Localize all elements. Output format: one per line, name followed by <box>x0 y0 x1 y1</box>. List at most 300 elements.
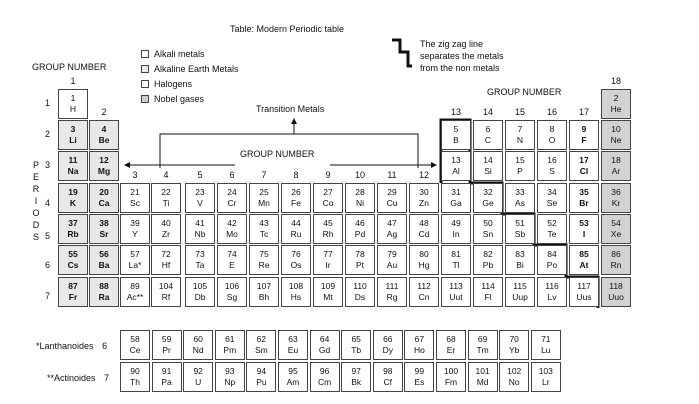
element-cell <box>217 183 247 213</box>
atomic-number: 21 <box>130 187 140 197</box>
element-cell <box>409 277 439 307</box>
atomic-number: 116 <box>545 281 559 291</box>
element-cell <box>601 183 631 213</box>
element-cell <box>58 89 88 119</box>
element-symbol: Db <box>194 292 206 302</box>
atomic-number: 2 <box>613 93 619 103</box>
element-cell <box>249 277 279 307</box>
periods-letter: R <box>32 184 40 194</box>
atomic-number: 5 <box>453 124 459 134</box>
atomic-number: 104 <box>158 281 174 291</box>
group-number: 6 <box>229 170 235 180</box>
element-cell <box>89 245 119 275</box>
atomic-number: 11 <box>68 155 78 165</box>
element-cell <box>249 245 279 275</box>
atomic-number: 64 <box>319 334 330 344</box>
periods-letter: P <box>32 160 39 170</box>
element-cell <box>58 245 88 275</box>
atomic-number: 96 <box>319 366 330 376</box>
element-symbol: No <box>508 377 520 387</box>
atomic-number: 98 <box>383 366 393 376</box>
element-symbol: Mo <box>226 229 238 239</box>
element-symbol: Cl <box>579 166 589 176</box>
element-cell <box>505 277 535 307</box>
element-cell <box>249 183 279 213</box>
element-symbol: Lu <box>541 345 551 355</box>
element-symbol: Se <box>546 198 558 208</box>
element-cell <box>601 89 631 119</box>
element-cell <box>120 330 150 360</box>
element-cell <box>537 277 567 307</box>
element-symbol: Cs <box>67 260 79 270</box>
element-symbol: Zn <box>419 198 429 208</box>
atomic-number: 20 <box>99 187 109 197</box>
atomic-number: 10 <box>611 124 621 134</box>
atomic-number: 81 <box>451 249 461 259</box>
element-symbol: Tm <box>476 345 489 355</box>
atomic-number: 75 <box>259 249 269 259</box>
element-symbol: Nd <box>192 345 204 355</box>
atomic-number: 60 <box>193 334 203 344</box>
element-cell <box>505 183 535 213</box>
element-symbol: H <box>69 104 77 114</box>
atomic-number: 50 <box>483 218 493 228</box>
element-cell <box>278 330 308 360</box>
element-symbol: Th <box>130 377 140 387</box>
atomic-number: 16 <box>547 155 557 165</box>
element-cell <box>601 277 631 307</box>
element-symbol: Ds <box>354 292 366 302</box>
atomic-number: 40 <box>161 218 171 228</box>
element-cell <box>345 214 375 244</box>
atomic-number: 17 <box>579 155 589 165</box>
element-symbol: Ni <box>355 198 365 208</box>
atomic-number: 74 <box>227 249 237 259</box>
group-number: 17 <box>578 107 589 117</box>
atomic-number: 69 <box>477 334 488 344</box>
element-symbol: Co <box>322 198 334 208</box>
element-cell <box>499 330 529 360</box>
element-symbol: At <box>579 260 589 270</box>
atomic-number: 30 <box>419 187 429 197</box>
atomic-number: 95 <box>288 366 298 376</box>
element-cell <box>601 120 631 150</box>
element-cell <box>120 245 150 275</box>
element-cell <box>441 151 471 181</box>
group-number: 3 <box>132 170 138 180</box>
atomic-number: 47 <box>387 218 397 228</box>
atomic-number: 61 <box>225 334 235 344</box>
transition-metals-label: Transition Metals <box>256 104 325 114</box>
atomic-number: 79 <box>387 249 397 259</box>
element-symbol: Zr <box>161 229 171 239</box>
element-symbol: Ra <box>98 292 110 302</box>
periods-letter: S <box>32 232 39 242</box>
element-cell <box>58 183 88 213</box>
element-cell <box>377 214 407 244</box>
element-cell <box>151 245 181 275</box>
element-symbol: Uus <box>576 292 592 302</box>
element-symbol: Cr <box>227 198 237 208</box>
atomic-number: 43 <box>259 218 269 228</box>
atomic-number: 63 <box>288 334 298 344</box>
element-cell <box>152 330 182 360</box>
element-symbol: In <box>452 229 460 239</box>
element-cell <box>313 245 343 275</box>
element-symbol: Rg <box>386 292 398 302</box>
element-cell <box>310 330 340 360</box>
element-symbol: Hg <box>418 260 430 270</box>
legend-label: Nobel gases <box>154 94 205 104</box>
element-symbol: Te <box>547 229 557 239</box>
element-symbol: Xe <box>610 229 622 239</box>
element-cell <box>281 245 311 275</box>
element-symbol: Tc <box>259 229 269 239</box>
element-symbol: Gd <box>318 345 331 355</box>
element-cell <box>441 183 471 213</box>
element-symbol: E <box>229 260 235 270</box>
element-symbol: Ir <box>325 260 331 270</box>
atomic-number: 92 <box>193 366 203 376</box>
atomic-number: 24 <box>227 187 237 197</box>
element-symbol: Pm <box>223 345 237 355</box>
element-cell <box>281 277 311 307</box>
atomic-number: 53 <box>579 218 589 228</box>
element-cell <box>120 362 150 392</box>
element-cell <box>473 245 503 275</box>
element-symbol: Ga <box>450 198 462 208</box>
atomic-number: 89 <box>130 281 140 291</box>
element-cell <box>89 214 119 244</box>
element-cell <box>468 362 498 392</box>
period-number: 1 <box>45 98 51 108</box>
atomic-number: 59 <box>161 334 172 344</box>
period-number: 4 <box>45 198 51 208</box>
element-cell <box>185 183 215 213</box>
element-cell <box>436 362 466 392</box>
zigzag-note-line: separates the metals <box>420 51 504 61</box>
lanthanoids-period: 6 <box>102 341 108 351</box>
atomic-number: 25 <box>259 187 269 197</box>
element-symbol: Pd <box>354 229 366 239</box>
atomic-number: 4 <box>101 124 107 134</box>
atomic-number: 90 <box>130 366 140 376</box>
element-cell <box>58 120 88 150</box>
element-cell <box>345 277 375 307</box>
element-cell <box>152 362 182 392</box>
element-symbol: Dy <box>382 345 393 355</box>
element-symbol: Os <box>290 260 302 270</box>
element-cell <box>249 214 279 244</box>
group-number: 14 <box>482 107 493 117</box>
period-number: 2 <box>45 129 51 139</box>
element-symbol: Ge <box>482 198 494 208</box>
atomic-number: 76 <box>291 249 301 259</box>
element-symbol: Mg <box>97 166 111 176</box>
element-symbol: Rf <box>161 292 171 302</box>
element-symbol: Ho <box>413 345 425 355</box>
element-cell <box>373 362 403 392</box>
period-number: 5 <box>45 231 51 241</box>
element-cell <box>89 151 119 181</box>
element-symbol: Au <box>386 260 398 270</box>
atomic-number: 107 <box>256 281 272 291</box>
page-title: Table: Modern Periodic table <box>230 24 345 34</box>
atomic-number: 56 <box>99 249 109 259</box>
element-cell <box>473 151 503 181</box>
element-cell <box>89 277 119 307</box>
element-symbol: Fr <box>68 292 78 302</box>
element-symbol: Cf <box>383 377 393 387</box>
element-cell <box>217 214 247 244</box>
element-cell <box>246 362 276 392</box>
element-symbol: Uup <box>512 292 528 302</box>
period-number: 3 <box>45 160 51 170</box>
element-cell <box>185 245 215 275</box>
element-symbol: Mt <box>323 292 333 302</box>
periods-letter: E <box>32 172 39 182</box>
element-symbol: Er <box>446 345 456 355</box>
element-cell <box>341 362 371 392</box>
element-cell <box>537 214 567 244</box>
atomic-number: 117 <box>577 281 591 291</box>
element-symbol: Ba <box>98 260 110 270</box>
atomic-number: 38 <box>99 218 109 228</box>
atomic-number: 7 <box>517 124 523 134</box>
atomic-number: 87 <box>68 281 78 291</box>
element-symbol: Tl <box>452 260 460 270</box>
atomic-number: 102 <box>507 366 522 376</box>
atomic-number: 23 <box>195 187 205 197</box>
atomic-number: 51 <box>515 218 525 228</box>
element-symbol: Ag <box>386 229 398 239</box>
atomic-number: 71 <box>541 334 551 344</box>
atomic-number: 19 <box>68 187 78 197</box>
element-cell <box>281 183 311 213</box>
element-cell <box>505 120 535 150</box>
atomic-number: 80 <box>419 249 429 259</box>
element-cell <box>537 245 567 275</box>
element-cell <box>151 277 181 307</box>
element-cell <box>215 362 245 392</box>
group-number: 7 <box>261 170 267 180</box>
element-cell <box>468 330 498 360</box>
element-symbol: Br <box>579 198 589 208</box>
atomic-number: 86 <box>611 249 621 259</box>
atomic-number: 46 <box>355 218 365 228</box>
element-cell <box>473 120 503 150</box>
atomic-number: 52 <box>547 218 557 228</box>
legend-label: Alkaline Earth Metals <box>154 64 239 74</box>
element-symbol: Kr <box>611 198 621 208</box>
legend-label: Alkali metals <box>154 49 205 59</box>
element-symbol: Li <box>69 135 77 145</box>
atomic-number: 112 <box>417 281 431 291</box>
element-symbol: Rb <box>67 229 79 239</box>
atomic-number: 28 <box>355 187 365 197</box>
atomic-number: 114 <box>481 281 495 291</box>
element-cell <box>120 214 150 244</box>
transition-bracket <box>160 134 418 168</box>
atomic-number: 1 <box>70 93 76 103</box>
atomic-number: 77 <box>323 249 333 259</box>
atomic-number: 49 <box>451 218 461 228</box>
atomic-number: 6 <box>485 124 491 134</box>
element-cell <box>473 214 503 244</box>
element-cell <box>377 183 407 213</box>
element-cell <box>499 362 529 392</box>
atomic-number: 8 <box>549 124 555 134</box>
element-symbol: Bh <box>258 292 270 302</box>
element-symbol: Ac** <box>126 292 144 302</box>
element-symbol: Tb <box>351 345 362 355</box>
element-cell <box>215 330 245 360</box>
period-number: 7 <box>45 291 51 301</box>
element-symbol: Pa <box>161 377 172 387</box>
element-symbol: Yb <box>508 345 520 355</box>
atomic-number: 3 <box>70 124 76 134</box>
atomic-number: 109 <box>320 281 336 291</box>
atomic-number: 101 <box>475 366 490 376</box>
element-cell <box>246 330 276 360</box>
element-symbol: Pb <box>482 260 494 270</box>
element-symbol: I <box>582 229 586 239</box>
atomic-number: 97 <box>351 366 361 376</box>
group-number: 8 <box>293 170 299 180</box>
atomic-number: 113 <box>449 281 463 291</box>
atomic-number: 9 <box>581 124 587 134</box>
actinoids-text: **Actinoides <box>47 373 96 383</box>
element-symbol: Sm <box>255 345 268 355</box>
element-symbol: Fm <box>444 377 458 387</box>
element-symbol: Lr <box>542 377 550 387</box>
element-cell <box>151 214 181 244</box>
atomic-number: 34 <box>547 187 557 197</box>
element-symbol: Cn <box>418 292 430 302</box>
element-symbol: Cd <box>418 229 430 239</box>
element-cell <box>185 277 215 307</box>
element-symbol: Ne <box>610 135 622 145</box>
atomic-number: 13 <box>451 155 461 165</box>
element-cell <box>436 330 466 360</box>
element-symbol: Ta <box>195 260 205 270</box>
element-symbol: U <box>195 377 202 387</box>
element-cell <box>441 120 471 150</box>
element-cell <box>183 330 213 360</box>
periods-letter: I <box>34 196 38 206</box>
legend-label: Halogens <box>154 79 193 89</box>
element-cell <box>569 151 599 181</box>
atomic-number: 91 <box>161 366 172 376</box>
atomic-number: 29 <box>387 187 397 197</box>
atomic-number: 88 <box>99 281 109 291</box>
atomic-number: 33 <box>515 187 525 197</box>
element-cell <box>601 214 631 244</box>
element-cell <box>89 183 119 213</box>
element-cell <box>120 277 150 307</box>
element-cell <box>569 245 599 275</box>
atomic-number: 31 <box>451 187 461 197</box>
atomic-number: 26 <box>291 187 301 197</box>
element-symbol: Si <box>484 166 492 176</box>
element-symbol: Ce <box>129 345 141 355</box>
element-cell <box>601 245 631 275</box>
atomic-number: 48 <box>419 218 429 228</box>
group-number: 15 <box>514 107 525 117</box>
atomic-number: 65 <box>351 334 361 344</box>
atomic-number: 72 <box>161 249 171 259</box>
element-cell <box>58 214 88 244</box>
element-symbol: Be <box>98 135 110 145</box>
element-cell <box>313 214 343 244</box>
element-symbol: Ti <box>162 198 170 208</box>
group-number: 18 <box>610 76 621 86</box>
element-cell <box>281 214 311 244</box>
element-symbol: S <box>549 166 555 176</box>
element-symbol: Ru <box>290 229 302 239</box>
atomic-number: 54 <box>611 218 621 228</box>
group-number: 2 <box>101 107 107 117</box>
group-number: 1 <box>70 76 76 86</box>
element-cell <box>409 245 439 275</box>
element-cell <box>185 214 215 244</box>
element-cell <box>373 330 403 360</box>
atomic-number: 103 <box>538 366 553 376</box>
group-number: 12 <box>418 170 429 180</box>
actinoids-period: 7 <box>104 373 110 383</box>
element-cell <box>278 362 308 392</box>
atomic-number: 78 <box>355 249 365 259</box>
group-number-label-right: GROUP NUMBER <box>487 87 562 97</box>
atomic-number: 115 <box>513 281 527 291</box>
element-symbol: Fe <box>291 198 301 208</box>
atomic-number: 14 <box>483 155 493 165</box>
atomic-number: 111 <box>385 281 399 291</box>
element-symbol: B <box>453 135 459 145</box>
element-symbol: Uut <box>449 292 463 302</box>
element-cell <box>473 183 503 213</box>
atomic-number: 108 <box>288 281 304 291</box>
element-cell <box>569 277 599 307</box>
element-symbol: Am <box>286 377 300 387</box>
element-symbol: Eu <box>287 345 299 355</box>
group-number: 11 <box>387 170 397 180</box>
atomic-number: 15 <box>515 155 525 165</box>
atomic-number: 84 <box>547 249 557 259</box>
element-symbol: Sg <box>226 292 238 302</box>
atomic-number: 39 <box>130 218 140 228</box>
element-cell <box>345 245 375 275</box>
atomic-number: 27 <box>323 187 333 197</box>
element-symbol: Sb <box>514 229 526 239</box>
atomic-number: 12 <box>99 155 109 165</box>
atomic-number: 55 <box>68 249 78 259</box>
atomic-number: 32 <box>483 187 493 197</box>
element-cell <box>345 183 375 213</box>
atomic-number: 42 <box>227 218 237 228</box>
atomic-number: 70 <box>509 334 519 344</box>
element-symbol: Sc <box>130 198 140 208</box>
atomic-number: 118 <box>609 281 623 291</box>
atomic-number: 100 <box>443 366 459 376</box>
element-symbol: Bk <box>351 377 362 387</box>
element-symbol: Rh <box>322 229 334 239</box>
element-cell <box>377 245 407 275</box>
atomic-number: 73 <box>195 249 205 259</box>
element-cell <box>120 183 150 213</box>
element-cell <box>531 330 561 360</box>
element-symbol: F <box>581 135 587 145</box>
